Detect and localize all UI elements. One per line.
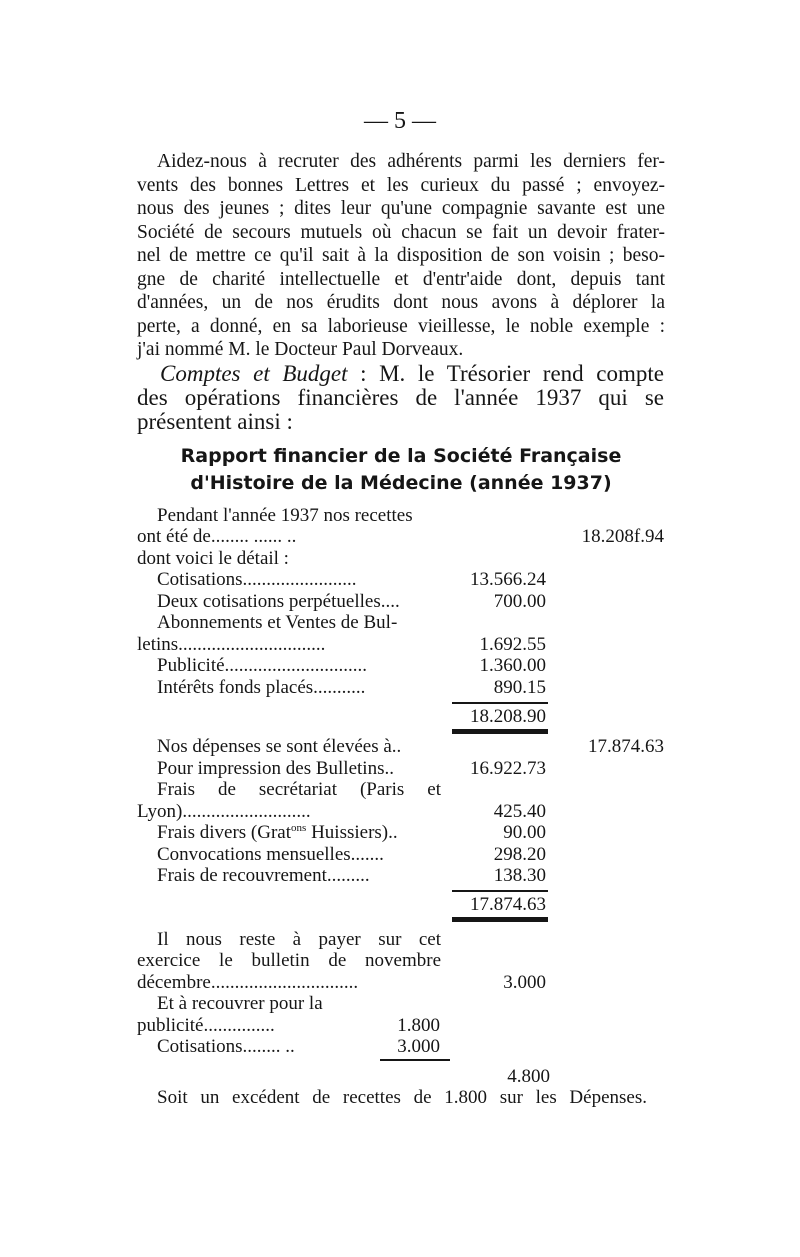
recouvrer-item-label: publicité...............: [137, 1015, 275, 1036]
rule: [452, 890, 548, 892]
thick-rule: [452, 917, 548, 922]
recette-value: 890.15: [493, 677, 546, 698]
report-heading-line-2: d'Histoire de la Médecine (année 1937): [190, 472, 612, 494]
recouvrer-label: Et à recouvrer pour la: [157, 993, 323, 1014]
recouvrer-total: 4.800: [507, 1066, 550, 1087]
reste-line: exercice le bulletin de novembre: [137, 950, 441, 971]
depenses-total: 17.874.63: [588, 736, 664, 757]
depense-label-after: Huissiers)..: [306, 822, 398, 843]
recouvrer-item-value: 3.000: [397, 1036, 440, 1057]
depense-label-frais-divers: [157, 822, 398, 844]
comptes-line-1: [160, 362, 664, 386]
intro-line: nel de mettre ce qu'il sait à la disposition de son voisin ; beso-: [137, 245, 665, 266]
recouvrer-item-label: Cotisations........ ..: [157, 1036, 295, 1057]
intro-line: d'années, un de nos érudits dont nous avons à déplorer la: [137, 292, 665, 313]
reste-value: 3.000: [503, 972, 546, 993]
depense-label: Pour impression des Bulletins..: [157, 758, 394, 779]
depense-value: 425.40: [493, 801, 546, 822]
intro-line: perte, a donné, en sa laborieuse vieillesse, le noble exemple :: [137, 316, 665, 337]
report-heading-line-1: Rapport financier de la Société Française: [180, 445, 622, 467]
intro-line: nous des jeunes ; dites leur qu'une compagnie savante est une: [137, 198, 665, 219]
depense-label: Convocations mensuelles.......: [157, 844, 384, 865]
intro-line: Société de secours mutuels où chacun se fait un devoir frater-: [137, 222, 665, 243]
recette-label: Publicité..............................: [157, 655, 368, 676]
depense-label: Frais de recouvrement.........: [157, 865, 370, 886]
recettes-intro-line-1: Pendant l'année 1937 nos recettes: [157, 505, 413, 526]
recette-label: Deux cotisations perpétuelles....: [157, 591, 400, 612]
recette-label: Intérêts fonds placés...........: [157, 677, 366, 698]
intro-line: j'ai nommé M. le Docteur Paul Dorveaux.: [137, 339, 464, 360]
page-number: — 5 —: [364, 108, 436, 134]
recette-label: Cotisations........................: [157, 569, 357, 590]
depense-label: Lyon)...........................: [137, 801, 311, 822]
reste-line: décembre...............................: [137, 972, 359, 993]
recette-value: 1.692.55: [479, 634, 546, 655]
recettes-intro-line-2: ont été de........ ...... ..: [137, 526, 297, 547]
intro-line: gne de charité intellectuelle et d'entr'aide dont, depuis tant: [137, 269, 665, 290]
depense-value: 138.30: [493, 865, 546, 886]
recette-value: 700.00: [493, 591, 546, 612]
depense-label: Frais de secrétariat (Paris et: [157, 779, 441, 800]
depense-label-text: Frais divers (Grat: [157, 822, 292, 843]
reste-line: Il nous reste à payer sur cet: [157, 929, 441, 950]
recettes-detail-label: dont voici le détail :: [137, 548, 289, 569]
comptes-line-2: des opérations financières de l'année 1937 qui se: [137, 385, 664, 410]
recettes-total: 18.208f.94: [581, 526, 664, 547]
comptes-line-1-text: : M. le Trésorier rend compte: [347, 361, 664, 386]
depense-value: 298.20: [493, 844, 546, 865]
rule: [380, 1059, 450, 1061]
rule: [452, 702, 548, 704]
recette-value: 13.566.24: [470, 569, 546, 590]
depense-value: 90.00: [503, 822, 546, 843]
recettes-subtotal: 18.208.90: [470, 706, 546, 727]
depenses-label: Nos dépenses se sont élevées à..: [157, 736, 402, 757]
comptes-line-3: présentent ainsi :: [137, 409, 293, 434]
intro-line: vents des bonnes Lettres et les curieux du passé ; envoyez-: [137, 175, 665, 196]
depense-label-sup: ons: [291, 822, 307, 834]
recette-label: letins...............................: [137, 634, 326, 655]
recette-value: 1.360.00: [479, 655, 546, 676]
depense-value: 16.922.73: [470, 758, 546, 779]
comptes-title: Comptes et Budget: [160, 361, 348, 386]
thick-rule: [452, 729, 548, 734]
depenses-subtotal: 17.874.63: [470, 894, 546, 915]
intro-line: Aidez-nous à recruter des adhérents parmi les derniers fer-: [157, 151, 665, 172]
recette-label: Abonnements et Ventes de Bul-: [157, 612, 398, 633]
conclusion: Soit un excédent de recettes de 1.800 sur les Dépenses.: [157, 1087, 647, 1108]
recouvrer-item-value: 1.800: [397, 1015, 440, 1036]
